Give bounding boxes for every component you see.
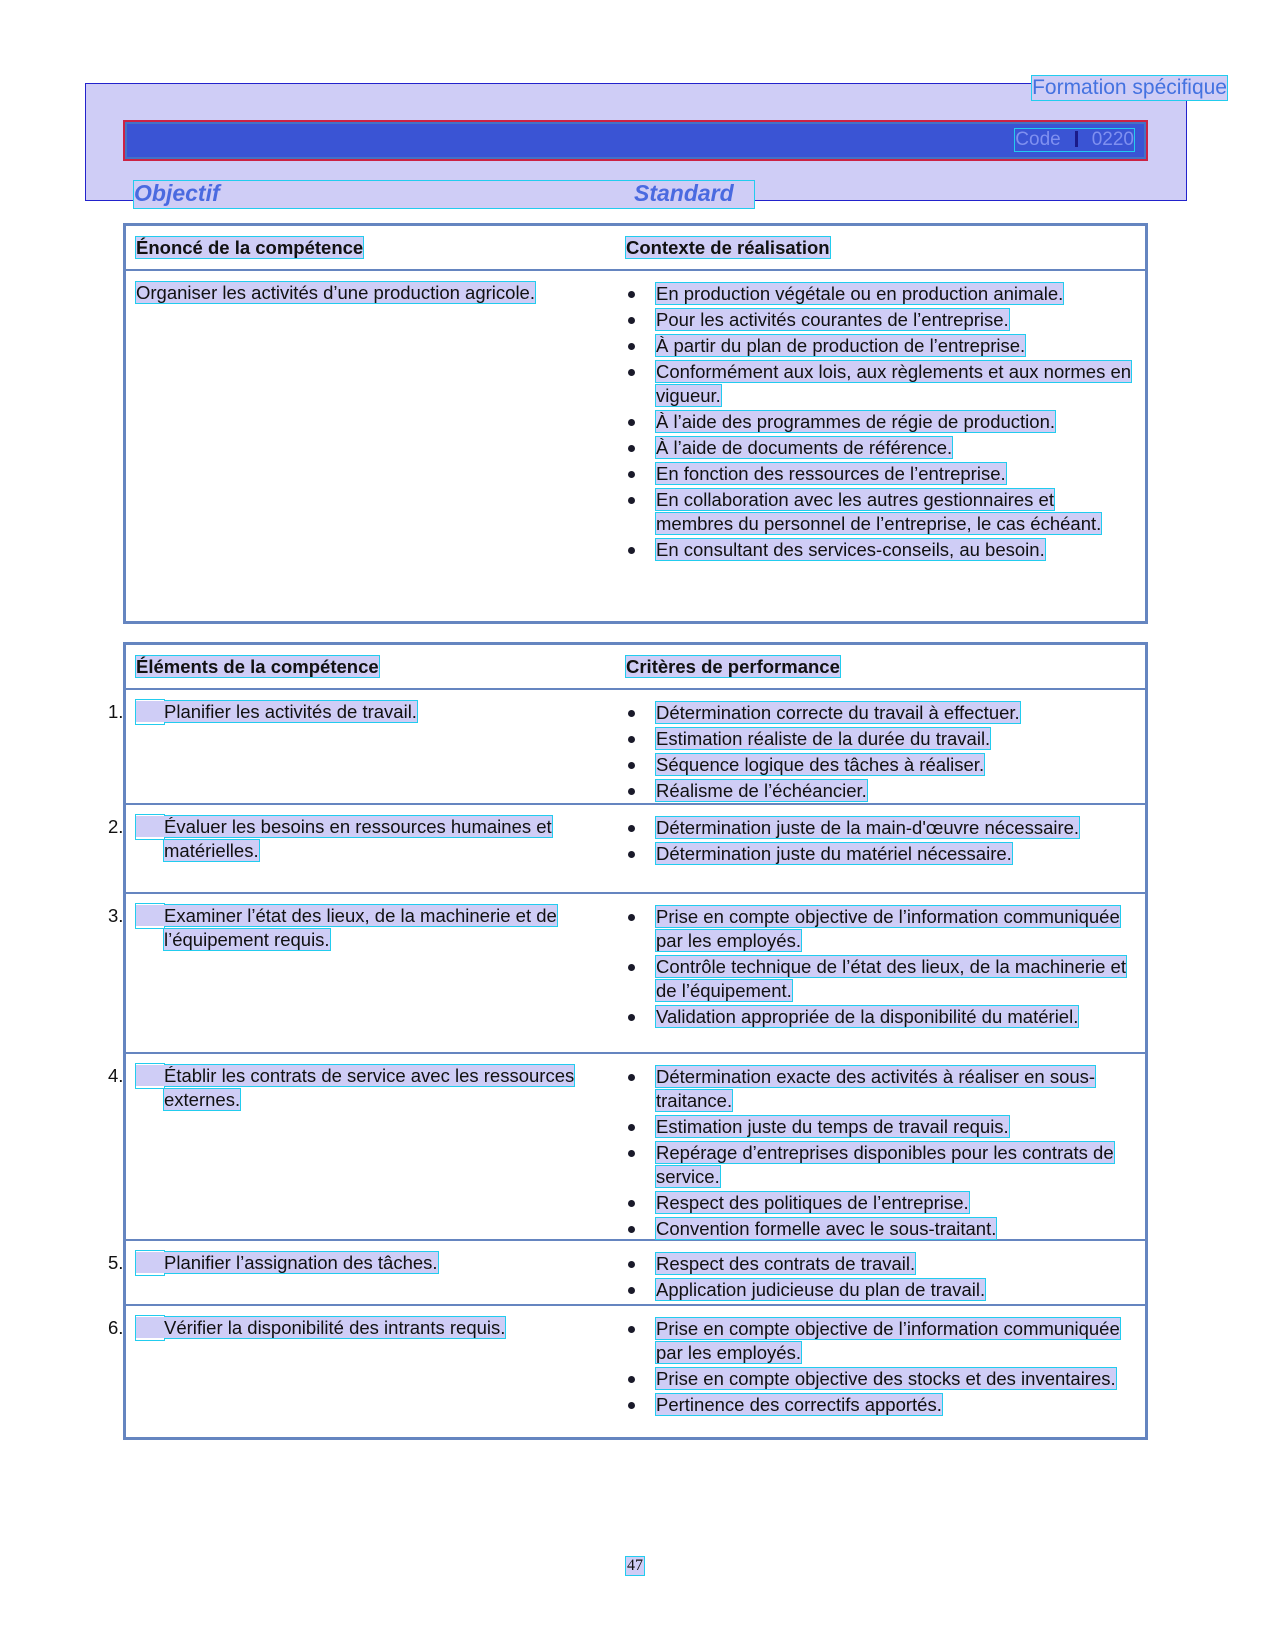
code-separator [1075,131,1078,147]
criteria-item: Prise en compte objective de l’information communiquée par les employés. [626,905,1136,953]
criteria-item: Réalisme de l’échéancier. [626,779,1136,803]
criteria-list [626,1065,1136,1241]
code-bar [123,120,1148,161]
competency-element [108,904,616,952]
section-title: Formation spécifique [1032,76,1227,99]
table-row [108,894,1145,1054]
criteria-list [626,701,1136,803]
criteria-item: Estimation juste du temps de travail requis. [626,1115,1136,1139]
competency-element [108,1251,616,1275]
table-row [108,1306,1145,1439]
page-number: 47 [627,1557,643,1574]
criteria-item: Détermination correcte du travail à effectuer. [626,701,1136,725]
element-number: 6. [108,1317,124,1338]
criteria-item: Détermination exacte des activités à réaliser en sous-traitance. [626,1065,1136,1113]
criteria-list [626,816,1136,866]
element-number: 2. [108,816,124,837]
table-row [126,271,1145,620]
criteria-item: Détermination juste de la main-d'œuvre nécessaire. [626,816,1136,840]
criteria-item: Respect des politiques de l’entreprise. [626,1191,1136,1215]
competency-element [108,1064,616,1112]
performance-table [108,642,1148,1440]
context-item: En fonction des ressources de l’entreprise. [626,462,1136,486]
table-row [108,690,1145,805]
element-number: 4. [108,1065,124,1086]
criteria-list [626,1317,1136,1417]
context-item: En collaboration avec les autres gestionnaires et membres du personnel de l’entreprise, le cas échéant. [626,488,1136,536]
context-header: Contexte de réalisation [626,237,830,258]
element-number: 1. [108,701,124,722]
competency-statement: Organiser les activités d’une production agricole. [136,282,535,303]
context-list [626,282,1136,562]
criteria-item: Repérage d’entreprises disponibles pour les contrats de service. [626,1141,1136,1189]
context-item: Conformément aux lois, aux règlements et aux normes en vigueur. [626,360,1136,408]
course-code [1015,129,1134,151]
element-text: Vérifier la disponibilité des intrants requis. [164,1317,506,1338]
context-item: En production végétale ou en production animale. [626,282,1136,306]
element-text: Planifier les activités de travail. [164,701,417,722]
criteria-item: Séquence logique des tâches à réaliser. [626,753,1136,777]
criteria-item: Prise en compte objective des stocks et des inventaires. [626,1367,1136,1391]
competency-element [108,815,616,863]
elements-rows [108,690,1145,1439]
table-header-row [126,226,1145,271]
standard-heading: Standard [634,180,734,206]
criteria-item: Prise en compte objective de l’information communiquée par les employés. [626,1317,1136,1365]
element-text: Établir les contrats de service avec les ressources externes. [164,1065,575,1110]
code-value: 0220 [1091,129,1134,150]
code-label: Code [1015,129,1061,150]
element-text: Planifier l’assignation des tâches. [164,1252,438,1273]
context-item: À l’aide des programmes de régie de production. [626,410,1136,434]
criteria-item: Validation appropriée de la disponibilité du matériel. [626,1005,1136,1029]
context-item: En consultant des services-conseils, au besoin. [626,538,1136,562]
statement-header: Énoncé de la compétence [136,237,364,258]
element-text: Évaluer les besoins en ressources humaines et matérielles. [164,816,552,861]
competency-element [108,700,616,724]
criteria-header: Critères de performance [626,656,840,677]
context-item: À partir du plan de production de l’entreprise. [626,334,1136,358]
criteria-item: Respect des contrats de travail. [626,1252,1136,1276]
criteria-item: Convention formelle avec le sous-traitant. [626,1217,1136,1241]
elements-header: Éléments de la compétence [136,656,379,677]
criteria-list [626,905,1136,1029]
table-row [108,1054,1145,1241]
element-number: 5. [108,1252,124,1273]
criteria-item: Estimation réaliste de la durée du travail. [626,727,1136,751]
criteria-item: Pertinence des correctifs apportés. [626,1393,1136,1417]
element-number: 3. [108,905,124,926]
element-text: Examiner l’état des lieux, de la machinerie et de l’équipement requis. [164,905,557,950]
table-row [108,805,1145,894]
objective-heading: Objectif [134,180,220,206]
competency-table [123,223,1148,624]
criteria-list [626,1252,1136,1302]
context-item: Pour les activités courantes de l’entreprise. [626,308,1136,332]
table-row [108,1241,1145,1306]
context-item: À l’aide de documents de référence. [626,436,1136,460]
criteria-item: Détermination juste du matériel nécessaire. [626,842,1136,866]
criteria-item: Application judicieuse du plan de travail. [626,1278,1136,1302]
competency-element [108,1316,616,1340]
criteria-item: Contrôle technique de l’état des lieux, de la machinerie et de l’équipement. [626,955,1136,1003]
table-header-row [126,645,1145,690]
